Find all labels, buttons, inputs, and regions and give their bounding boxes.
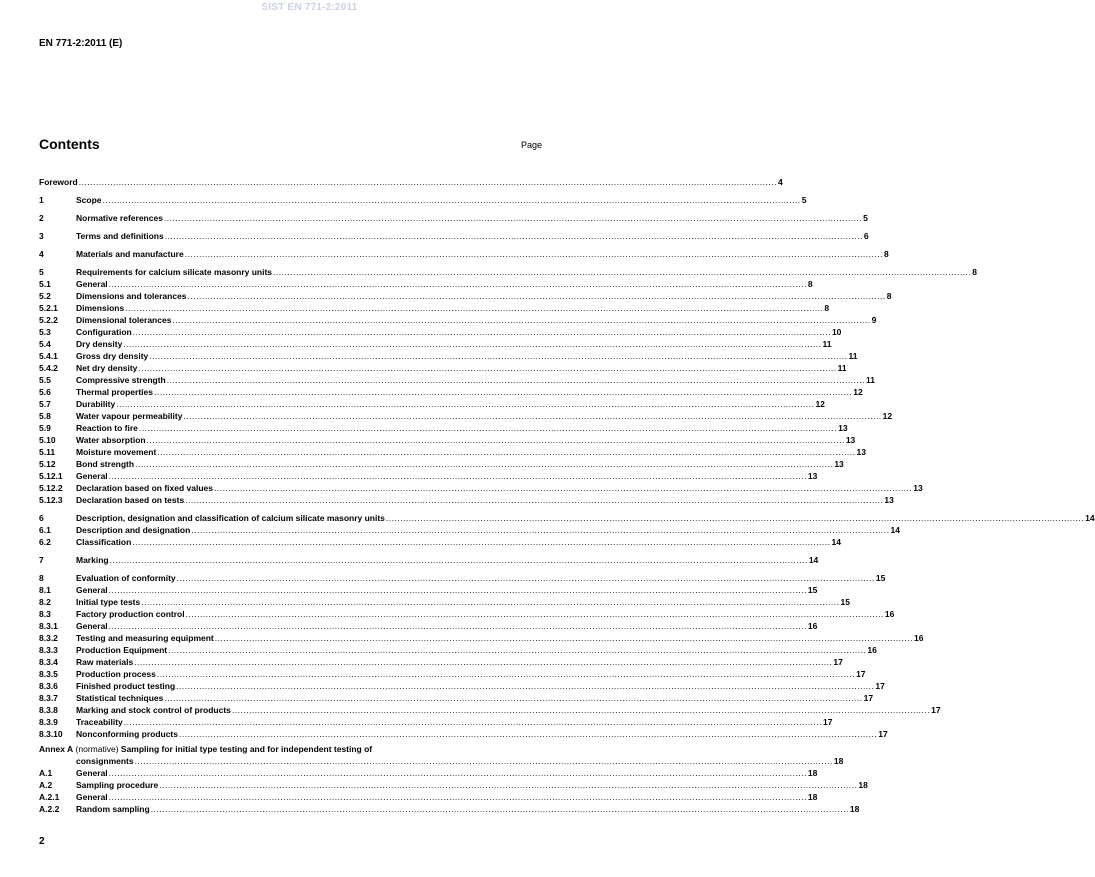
toc-title: General: [76, 621, 108, 631]
toc-number: 5.12.1: [39, 471, 63, 481]
toc-page-number: 5: [863, 213, 868, 223]
toc-page-number: 15: [875, 573, 886, 583]
toc-row[interactable]: [39, 212, 868, 224]
document-header: EN 771-2:2011 (E): [39, 38, 123, 49]
dot-leader: [109, 767, 807, 779]
toc-title: Requirements for calcium silicate masonry units: [76, 267, 273, 277]
dot-leader: [134, 656, 832, 668]
toc-row[interactable]: [39, 350, 858, 362]
page-column-label: Page: [521, 140, 543, 150]
dot-leader: [135, 755, 833, 767]
toc-title: Scope: [76, 195, 102, 205]
dot-leader: [164, 212, 862, 224]
toc-page-number: 15: [807, 585, 818, 595]
toc-row[interactable]: [39, 716, 833, 728]
toc-number: 6.2: [39, 537, 51, 547]
toc-row[interactable]: [39, 374, 875, 386]
toc-title: General: [76, 768, 108, 778]
toc-title: Dimensions: [76, 303, 125, 313]
toc-row[interactable]: [39, 194, 807, 206]
toc-number: 8.3.4: [39, 657, 58, 667]
annex-kind: (normative): [75, 744, 119, 754]
dot-leader: [167, 374, 865, 386]
toc-row[interactable]: [39, 494, 894, 506]
toc-page-number: 16: [807, 621, 818, 631]
toc-title: Description, designation and classification of calcium silicate masonry units: [76, 513, 385, 523]
toc-row[interactable]: [39, 458, 844, 470]
toc-page-number: 18: [849, 804, 860, 814]
toc-number: 8.3.6: [39, 681, 58, 691]
contents-title: Contents: [39, 136, 100, 152]
dot-leader: [214, 482, 912, 494]
dot-leader: [168, 644, 866, 656]
toc-number: 5.6: [39, 387, 51, 397]
toc-page-number: 17: [833, 657, 843, 667]
toc-row[interactable]: [39, 755, 844, 767]
toc-page-number: 17: [823, 717, 833, 727]
toc-number: A.2: [39, 780, 53, 790]
toc-number: 8.2: [39, 597, 51, 607]
toc-title: Marking: [76, 555, 109, 565]
toc-title: General: [76, 792, 108, 802]
toc-title: Materials and manufacture: [76, 249, 184, 259]
toc-title: Nonconforming products: [76, 729, 178, 739]
dot-leader: [103, 194, 801, 206]
toc-entry-title: Foreword: [39, 177, 78, 187]
toc-number: 8: [39, 573, 44, 583]
toc-title: General: [76, 279, 108, 289]
toc-number: A.2.1: [39, 792, 60, 802]
dot-leader: [188, 290, 886, 302]
dot-leader: [139, 422, 837, 434]
toc-number: 5.1: [39, 279, 51, 289]
dot-leader: [164, 692, 862, 704]
toc-title: Net dry density: [76, 363, 138, 373]
toc-title: Durability: [76, 399, 116, 409]
toc-page-number: 13: [856, 447, 866, 457]
toc-page-number: 16: [913, 633, 924, 643]
toc-title: Initial type tests: [76, 597, 141, 607]
toc-title: Configuration: [76, 327, 132, 337]
toc-page-number: 8: [883, 249, 889, 259]
toc-row[interactable]: [39, 176, 783, 188]
toc-number: 5.4.1: [39, 351, 58, 361]
dot-leader: [123, 338, 821, 350]
toc-title: Statistical techniques: [76, 693, 164, 703]
toc-row[interactable]: [39, 656, 843, 668]
dot-leader: [135, 458, 833, 470]
dot-leader: [172, 314, 870, 326]
toc-row[interactable]: [39, 620, 818, 632]
toc-row[interactable]: [39, 692, 874, 704]
table-of-contents: [39, 176, 1095, 815]
toc-row[interactable]: [39, 779, 868, 791]
toc-page-number: 12: [853, 387, 863, 397]
toc-row[interactable]: [39, 482, 923, 494]
dot-leader: [273, 266, 971, 278]
toc-title: Production process: [76, 669, 156, 679]
toc-page-number: 14: [831, 537, 841, 547]
toc-title: Factory production control: [76, 609, 185, 619]
toc-page-number: 8: [807, 279, 813, 289]
toc-page-number: 8: [824, 303, 830, 313]
toc-number: 3: [39, 231, 44, 241]
toc-title: Production Equipment: [76, 645, 168, 655]
toc-title: Finished product testing: [76, 681, 176, 691]
toc-number: 6: [39, 513, 44, 523]
dot-leader: [133, 326, 831, 338]
toc-row[interactable]: [39, 767, 818, 779]
toc-page-number: 5: [801, 195, 807, 205]
toc-number: 8.1: [39, 585, 51, 595]
dot-leader: [124, 716, 822, 728]
toc-row[interactable]: [39, 728, 888, 740]
dot-leader: [138, 362, 836, 374]
toc-title: Moisture movement: [76, 447, 157, 457]
toc-title: Normative references: [76, 213, 163, 223]
dot-leader: [185, 494, 883, 506]
toc-number: 8.3.3: [39, 645, 58, 655]
toc-row[interactable]: [39, 632, 924, 644]
toc-number: 8.3.9: [39, 717, 58, 727]
toc-page-number: 9: [871, 315, 877, 325]
toc-page-number: 13: [884, 495, 894, 505]
toc-page-number: 14: [890, 525, 900, 535]
toc-title: Random sampling: [76, 804, 150, 814]
dot-leader: [215, 632, 913, 644]
toc-row[interactable]: [39, 362, 847, 374]
toc-number: 5.12.3: [39, 495, 63, 505]
toc-title: Declaration based on tests: [76, 495, 185, 505]
toc-number: 5.2: [39, 291, 51, 301]
toc-page-number: 14: [1085, 513, 1095, 523]
toc-title: Gross dry density: [76, 351, 149, 361]
toc-number: 4: [39, 249, 44, 259]
toc-title: Thermal properties: [76, 387, 153, 397]
toc-page-number: 18: [807, 792, 818, 802]
toc-page-number: 18: [858, 780, 868, 790]
toc-page-number: 18: [833, 756, 844, 766]
toc-page-number: 14: [808, 555, 819, 565]
toc-title: Terms and definitions: [76, 231, 164, 241]
toc-row[interactable]: [39, 584, 818, 596]
toc-row[interactable]: [39, 338, 832, 350]
toc-number: 5.12.2: [39, 483, 63, 493]
toc-row[interactable]: [39, 803, 860, 815]
toc-title: Compressive strength: [76, 375, 166, 385]
toc-row[interactable]: [39, 302, 830, 314]
toc-number: A.2.2: [39, 804, 60, 814]
toc-title: Water vapour permeability: [76, 411, 183, 421]
dot-leader: [157, 446, 855, 458]
dot-leader: [109, 620, 807, 632]
toc-row[interactable]: [39, 266, 978, 278]
toc-page-number: 11: [848, 351, 858, 361]
toc-row[interactable]: [39, 608, 895, 620]
dot-leader: [177, 572, 875, 584]
dot-leader: [147, 434, 845, 446]
toc-row[interactable]: [39, 596, 850, 608]
toc-row[interactable]: [39, 248, 889, 260]
toc-number: 8.3.2: [39, 633, 58, 643]
dot-leader: [132, 536, 830, 548]
toc-page-number: 8: [972, 267, 978, 277]
toc-title: Dry density: [76, 339, 123, 349]
toc-number: 5.5: [39, 375, 51, 385]
dot-leader: [109, 791, 807, 803]
dot-leader: [386, 512, 1084, 524]
annex-heading[interactable]: [39, 743, 545, 755]
annex-title-continued: consignments: [76, 756, 134, 766]
toc-page-number: 17: [856, 669, 866, 679]
toc-row[interactable]: [39, 386, 863, 398]
toc-row[interactable]: [39, 230, 869, 242]
dot-leader: [109, 584, 807, 596]
toc-number: 5.10: [39, 435, 56, 445]
toc-page-number: 11: [822, 339, 832, 349]
toc-page-number: 8: [886, 291, 892, 301]
dot-leader: [109, 278, 807, 290]
toc-row[interactable]: [39, 680, 885, 692]
toc-page-number: 10: [831, 327, 842, 337]
toc-number: 7: [39, 555, 44, 565]
dot-leader: [110, 554, 808, 566]
toc-row[interactable]: [39, 278, 813, 290]
dot-leader: [185, 248, 883, 260]
toc-number: A.1: [39, 768, 53, 778]
dot-leader: [151, 803, 849, 815]
annex-label: Annex A: [39, 744, 74, 754]
toc-number: 8.3.7: [39, 693, 58, 703]
dot-leader: [165, 230, 863, 242]
toc-title: Testing and measuring equipment: [76, 633, 214, 643]
toc-row[interactable]: [39, 314, 877, 326]
toc-number: 8.3.8: [39, 705, 58, 715]
dot-leader: [116, 398, 814, 410]
toc-title: Classification: [76, 537, 132, 547]
toc-title: General: [76, 471, 108, 481]
toc-page-number: 13: [807, 471, 818, 481]
toc-title: Water absorption: [76, 435, 146, 445]
dot-leader: [191, 524, 889, 536]
toc-title: Marking and stock control of products: [76, 705, 231, 715]
toc-page-number: 17: [878, 729, 888, 739]
toc-number: 8.3.5: [39, 669, 58, 679]
toc-number: 5.4.2: [39, 363, 58, 373]
toc-number: 1: [39, 195, 44, 205]
toc-page-number: 13: [834, 459, 844, 469]
toc-title: Evaluation of conformity: [76, 573, 176, 583]
toc-row[interactable]: [39, 524, 900, 536]
toc-title: Description and designation: [76, 525, 191, 535]
toc-page-number: 13: [838, 423, 848, 433]
toc-number: 8.3: [39, 609, 51, 619]
toc-row[interactable]: [39, 410, 893, 422]
toc-number: 5.12: [39, 459, 56, 469]
toc-number: 5.11: [39, 447, 56, 457]
dot-leader: [125, 302, 823, 314]
toc-page-number: 16: [884, 609, 895, 619]
toc-page-number: 6: [863, 231, 869, 241]
toc-row[interactable]: [39, 512, 1095, 524]
toc-number: 5.9: [39, 423, 51, 433]
toc-title: Traceability: [76, 717, 123, 727]
toc-title: Bond strength: [76, 459, 135, 469]
toc-number: 5.2.2: [39, 315, 58, 325]
toc-page-number: 13: [913, 483, 923, 493]
footer-page-number: 2: [39, 836, 45, 847]
toc-number: 8.3.10: [39, 729, 63, 739]
toc-row[interactable]: [39, 704, 941, 716]
dot-leader: [183, 410, 881, 422]
toc-number: 5.7: [39, 399, 51, 409]
toc-page-number: 17: [931, 705, 941, 715]
dot-leader: [79, 176, 777, 188]
toc-page-number: 12: [815, 399, 825, 409]
toc-title: Dimensional tolerances: [76, 315, 172, 325]
toc-page-number: 12: [882, 411, 893, 421]
toc-number: 5: [39, 267, 44, 277]
toc-number: 2: [39, 213, 44, 223]
toc-row[interactable]: [39, 434, 856, 446]
toc-number: 5.8: [39, 411, 51, 421]
toc-row[interactable]: [39, 470, 818, 482]
toc-page-number: 11: [865, 375, 875, 385]
toc-row[interactable]: [39, 446, 866, 458]
toc-row[interactable]: [39, 791, 818, 803]
toc-row[interactable]: [39, 668, 866, 680]
annex-title: Sampling for initial type testing and for independent testing of: [120, 744, 373, 754]
dot-leader: [157, 668, 855, 680]
toc-title: Sampling procedure: [76, 780, 159, 790]
toc-page-number: 16: [867, 645, 877, 655]
toc-row[interactable]: [39, 644, 877, 656]
toc-number: 5.4: [39, 339, 51, 349]
toc-page-number: 18: [807, 768, 818, 778]
toc-number: 8.3.1: [39, 621, 58, 631]
toc-row[interactable]: [39, 290, 892, 302]
dot-leader: [159, 779, 857, 791]
toc-number: 5.3: [39, 327, 51, 337]
toc-page-number: 15: [840, 597, 850, 607]
toc-title: General: [76, 585, 108, 595]
toc-title: Raw materials: [76, 657, 134, 667]
dot-leader: [179, 728, 877, 740]
toc-page-number: 17: [863, 693, 874, 703]
toc-page-number: 13: [845, 435, 856, 445]
watermark: SIST EN 771-2:2011: [261, 2, 358, 13]
toc-row[interactable]: [39, 398, 825, 410]
toc-page-number: 11: [837, 363, 847, 373]
toc-title: Reaction to fire: [76, 423, 138, 433]
toc-page-number: 17: [875, 681, 885, 691]
dot-leader: [186, 608, 884, 620]
dot-leader: [154, 386, 852, 398]
toc-row[interactable]: [39, 572, 886, 584]
toc-title: Declaration based on fixed values: [76, 483, 213, 493]
dot-leader: [109, 470, 807, 482]
toc-row[interactable]: [39, 326, 842, 338]
toc-row[interactable]: [39, 422, 848, 434]
dot-leader: [149, 350, 847, 362]
dot-leader: [176, 680, 874, 692]
toc-row[interactable]: [39, 554, 819, 566]
toc-number: 6.1: [39, 525, 51, 535]
dot-leader: [141, 596, 839, 608]
toc-row[interactable]: [39, 536, 841, 548]
toc-title: Dimensions and tolerances: [76, 291, 187, 301]
toc-number: 5.2.1: [39, 303, 58, 313]
dot-leader: [232, 704, 930, 716]
toc-page-number: 4: [777, 177, 783, 187]
